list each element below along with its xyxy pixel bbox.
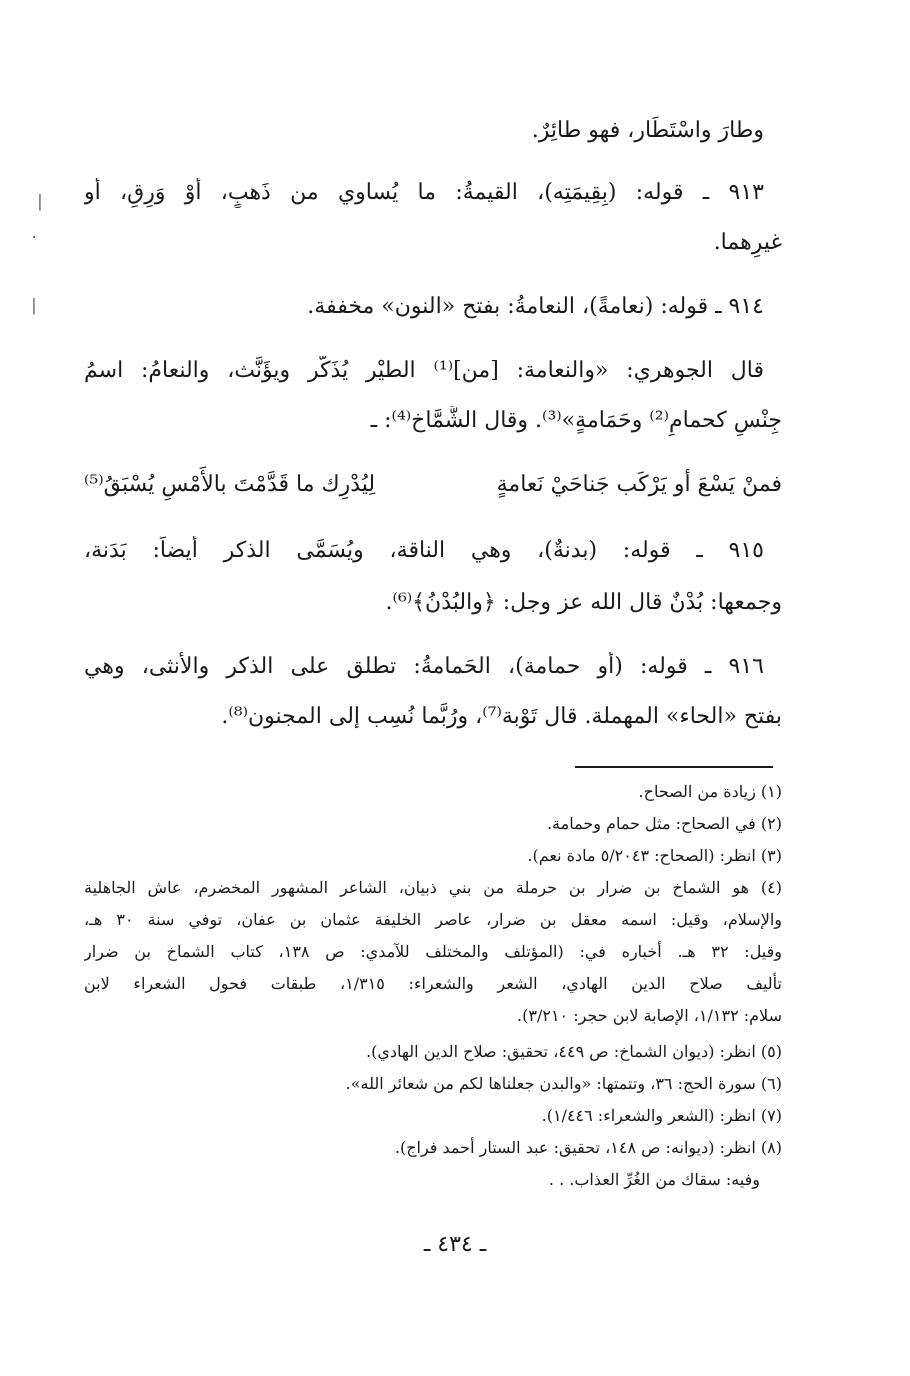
- text-line: وطارَ واسْتَطَار، فهو طائِرٌ.: [531, 118, 764, 143]
- footnote-6: (٦) سورة الحج: ٣٦، وتتمتها: «والبدن جعلناها لكم من شعائر الله».: [345, 1074, 782, 1093]
- footnote-4-cont: وقيل: ٣٢ هـ. أخباره في: (المؤتلف والمختلف للآمدي: ص ١٣٨، كتاب الشماخ بن ضرار: [84, 942, 782, 961]
- entry-916: ٩١٦ ـ قوله: (أو حمامة)، الحَمامةُ: تطلق على الذكر والأنثى، وهي: [84, 654, 764, 679]
- footnote-4-cont: تأليف صلاح الدين الهادي، الشعر والشعراء: ١/٣١٥، طبقات فحول الشعراء لابن: [84, 974, 782, 993]
- footnote-7: (٧) انظر: (الشعر والشعراء: ١/٤٤٦).: [541, 1106, 782, 1125]
- footnote-8: (٨) انظر: (ديوانه: ص ١٤٨، تحقيق: عبد الستار أحمد فراج).: [394, 1138, 782, 1157]
- entry-914: ٩١٤ ـ قوله: (نعامةً)، النعامةُ: بفتح «النون» مخففة.: [307, 294, 764, 319]
- text-line: قال الجوهري: «والنعامة: [من]⁽¹⁾ الطيْر يُذَكَّر ويؤَنَّث، والنعامُ: اسمُ: [84, 358, 764, 383]
- margin-mark: ׀: [36, 196, 44, 212]
- entry-915: ٩١٥ ـ قوله: (بدنةٌ)، وهي الناقة، ويُسَمَّى الذكر أيضاً: بَدَنة،: [84, 538, 764, 563]
- margin-mark: ׀: [30, 300, 38, 316]
- footnote-4-cont: سلام: ١/١٣٢، الإصابة لابن حجر: ٣/٢١٠).: [517, 1006, 782, 1025]
- page-number: ـ ٤٣٤ ـ: [423, 1232, 487, 1257]
- footnote-8-cont: وفيه: سقاك من الغُرِّ العذاب. . .: [548, 1170, 760, 1189]
- verse-second-hemistich: لِيُدْرِك ما قَدَّمْتَ بالأَمْسِ يُسْبَقُ⁽⁵⁾: [84, 472, 376, 497]
- text-line: غيرِهما.: [713, 230, 782, 255]
- footnote-separator: [575, 766, 773, 768]
- footnote-1: (١) زيادة من الصحاح.: [638, 782, 782, 801]
- margin-mark: ·: [32, 230, 37, 246]
- footnote-2: (٢) في الصحاح: مثل حمام وحمامة.: [546, 814, 782, 833]
- footnote-3: (٣) انظر: (الصحاح: ٥/٢٠٤٣ مادة نعم).: [527, 846, 782, 865]
- text-line: جِنْسٍ كحمامٍ⁽²⁾ وحَمَامةٍ»⁽³⁾. وقال الشَّمَّاخ⁽⁴⁾: ـ: [370, 408, 782, 433]
- entry-913: ٩١٣ ـ قوله: (بِقِيمَتِه)، القيمةُ: ما يُساوي من ذَهبٍ، أَوْ وَرِقٍ، أو: [84, 180, 764, 205]
- footnote-4: (٤) هو الشماخ بن ضرار بن حرملة من بني ذبيان، الشاعر المشهور المخضرم، عاش الجاهلية: [84, 878, 782, 897]
- text-line: وجمعها: بُدْنٌ قال الله عز وجل: ﴿والبُدْنُ﴾⁽⁶⁾.: [385, 590, 782, 615]
- footnote-5: (٥) انظر: (ديوان الشماخ: ص ٤٤٩، تحقيق: صلاح الدين الهادي).: [366, 1042, 782, 1061]
- verse-first-hemistich: فمنْ يَسْعَ أو يَرْكَب جَناحَيْ نَعامةٍ: [496, 472, 782, 497]
- footnote-4-cont: والإسلام، وقيل: اسمه معقل بن ضرار، عاصر الخليفة عثمان بن عفان، توفي سنة ٣٠ هـ،: [84, 910, 782, 929]
- text-line: بفتح «الحاء» المهملة. قال تَوْبة⁽⁷⁾، ورُبَّما نُسِب إلى المجنون⁽⁸⁾.: [221, 704, 782, 729]
